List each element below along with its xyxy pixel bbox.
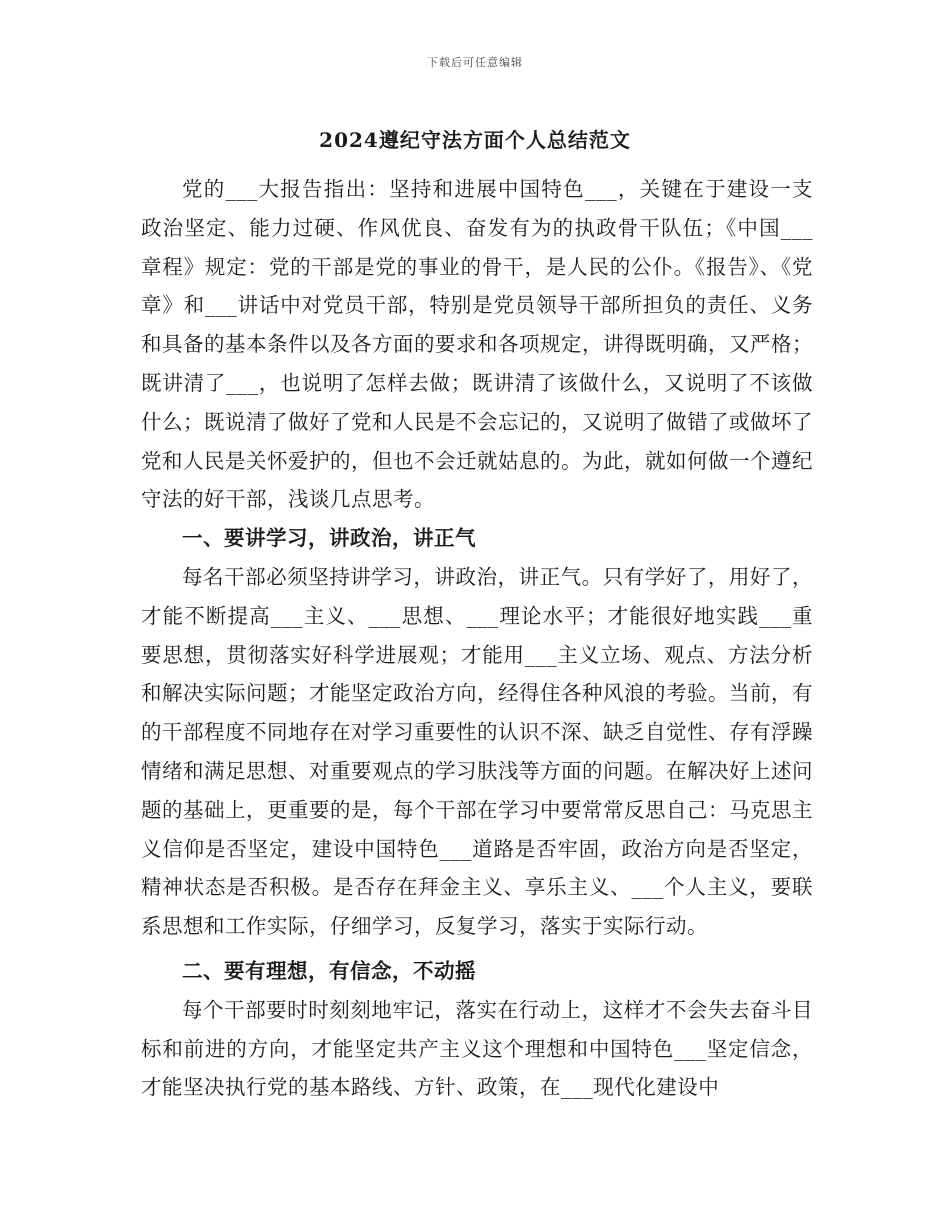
- section-1-paragraph: 每名干部必须坚持讲学习，讲政治，讲正气。只有学好了，用好了，才能不断提高___主义、___思想、___理论水平；才能很好地实践___重要思想，贯彻落实好科学进展观；才能用___主义立场、观点、方法分析和解决实际问题；才能坚定政治方向，经得住各种风浪的考验。当前，有的干部程度不同地存在对学习重要性的认识不深、缺乏自觉性、存有浮躁情绪和满足思想、对重要观点的学习肤浅等方面的问题。在解决好上述问题的基础上，更重要的是，每个干部在学习中要常常反思自己：马克思主义信仰是否坚定，建设中国特色___道路是否牢固，政治方向是否坚定，精神状态是否积极。是否存在拜金主义、享乐主义、___个人主义，要联系思想和工作实际，仔细学习，反复学习，落实于实际行动。: [141, 564, 813, 939]
- document-body: [141, 170, 813, 1107]
- section-2-paragraph: 每个干部要时时刻刻地牢记，落实在行动上，这样才不会失去奋斗目标和前进的方向，才能坚定共产主义这个理想和中国特色___坚定信念，才能坚决执行党的基本路线、方针、政策，在___现代化建设中: [141, 997, 813, 1100]
- header-note: 下载后可任意编辑: [427, 56, 523, 69]
- section-1-heading: 一、要讲学习，讲政治，讲正气: [182, 526, 476, 551]
- intro-paragraph: 党的___大报告指出：坚持和进展中国特色___，关键在于建设一支政治坚定、能力过硬、作风优良、奋发有为的执政骨干队伍；《中国___章程》规定：党的干部是党的事业的骨干，是人民的公仆。《报告》、《党章》和___讲话中对党员干部，特别是党员领导干部所担负的责任、义务和具备的基本条件以及各方面的要求和各项规定，讲得既明确，又严格；既讲清了___，也说明了怎样去做；既讲清了该做什么，又说明了不该做什么；既说清了做好了党和人民是不会忘记的，又说明了做错了或做坏了党和人民是关怀爱护的，但也不会迁就姑息的。为此，就如何做一个遵纪守法的好干部，浅谈几点思考。: [141, 177, 813, 512]
- document-title: 2024遵纪守法方面个人总结范文: [319, 128, 631, 152]
- section-2-heading: 二、要有理想，有信念，不动摇: [182, 958, 476, 983]
